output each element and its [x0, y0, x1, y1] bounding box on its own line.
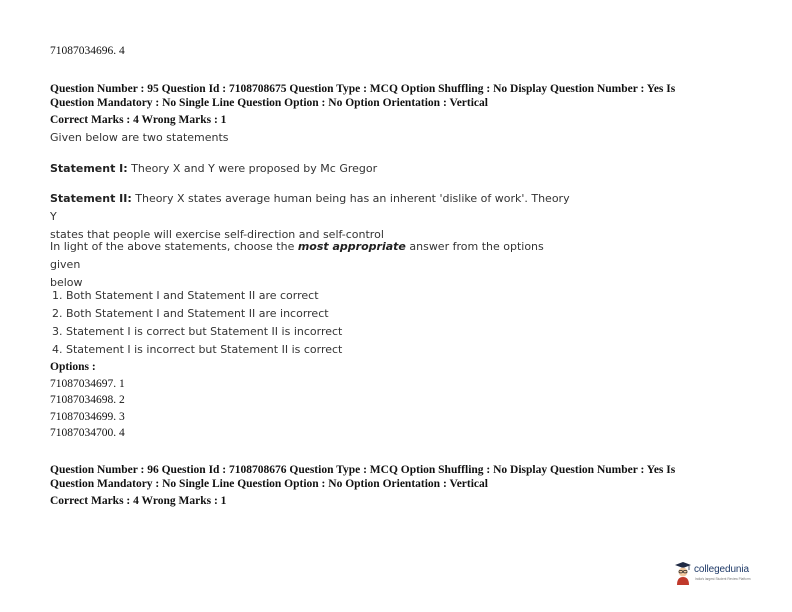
- statement-1-label: Statement I:: [50, 162, 128, 175]
- logo-tagline: India's largest Student Review Platform: [695, 577, 751, 581]
- q96-header: [50, 464, 750, 491]
- q95-header-line2: Question Mandatory : No Single Line Question Option : No Option Orientation : Vertical: [50, 96, 488, 109]
- statement-2-text-line1: Theory X states average human being has an inherent 'dislike of work'. Theory Y: [50, 192, 570, 223]
- statement-2-text-line2: states that people will exercise self-direction and self-control: [50, 228, 384, 241]
- q95-header: [50, 83, 750, 110]
- q95-option-2: 71087034698. 2: [50, 394, 125, 406]
- instruction-emphasis: most appropriate: [297, 240, 406, 253]
- q95-header-line1: Question Number : 95 Question Id : 7108708675 Question Type : MCQ Option Shuffling : No Display Question Number : Yes Is: [50, 83, 676, 95]
- q95-choice-1: 1. Both Statement I and Statement II are correct: [52, 289, 319, 302]
- student-mascot-icon: [674, 561, 692, 585]
- statement-1-text: Theory X and Y were proposed by Mc Gregor: [127, 162, 378, 175]
- instruction-pre: In light of the above statements, choose the: [50, 240, 298, 253]
- instruction-post: answer from the options given: [50, 240, 544, 271]
- q95-option-1: 71087034697. 1: [50, 378, 125, 390]
- q95-choice-4: 4. Statement I is incorrect but Statement II is correct: [52, 343, 343, 356]
- q95-option-4: 71087034700. 4: [50, 427, 125, 439]
- instruction-line2: below: [50, 276, 83, 289]
- q95-instruction: [50, 238, 570, 292]
- q96-marks: Correct Marks : 4 Wrong Marks : 1: [50, 495, 227, 507]
- q95-intro: Given below are two statements: [50, 131, 229, 144]
- logo-wordmark: collegedunia: [694, 564, 749, 575]
- q95-marks: Correct Marks : 4 Wrong Marks : 1: [50, 114, 227, 126]
- q95-choice-3: 3. Statement I is correct but Statement II is incorrect: [52, 325, 343, 338]
- q95-statement-2: [50, 190, 570, 244]
- q95-option-3: 71087034699. 3: [50, 411, 125, 423]
- q96-header-line1: Question Number : 96 Question Id : 7108708676 Question Type : MCQ Option Shuffling : No Display Question Number : Yes Is: [50, 464, 676, 476]
- prev-option-4: 71087034696. 4: [50, 45, 125, 57]
- q95-options-label: Options :: [50, 361, 96, 373]
- q95-choice-2: 2. Both Statement I and Statement II are incorrect: [52, 307, 329, 320]
- statement-2-label: Statement II:: [50, 192, 132, 205]
- collegedunia-logo: [674, 561, 764, 587]
- q96-header-line2: Question Mandatory : No Single Line Question Option : No Option Orientation : Vertical: [50, 477, 488, 490]
- q95-statement-1: [50, 160, 570, 178]
